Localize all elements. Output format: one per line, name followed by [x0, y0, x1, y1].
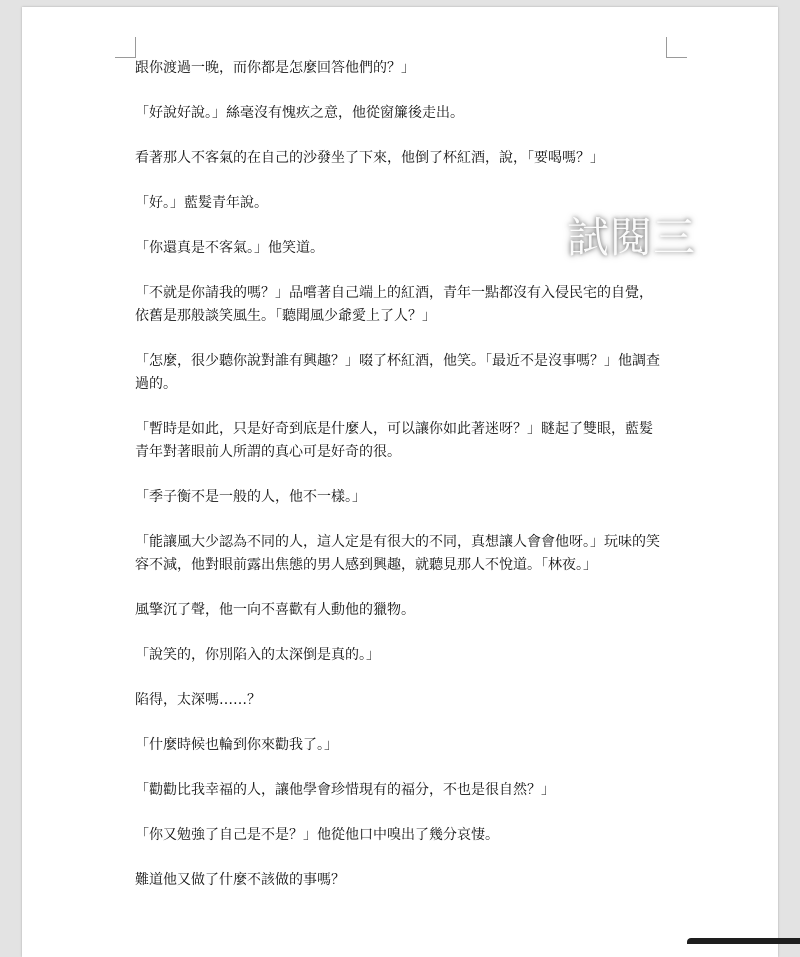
- document-body[interactable]: [135, 57, 665, 914]
- paragraph: 「勸勸比我幸福的人，讓他學會珍惜現有的福分，不也是很自然？」: [135, 782, 555, 798]
- paragraph: 「怎麼，很少聽你說對誰有興趣？」啜了杯紅酒，他笑。「最近不是沒事嗎？」他調查過的。: [135, 353, 660, 392]
- paragraph: 「暫時是如此，只是好奇到底是什麼人，可以讓你如此著迷呀？」瞇起了雙眼，藍髮青年對著眼前人所謂的真心可是好奇的很。: [135, 421, 653, 460]
- watermark-text: 試閱三: [567, 213, 697, 262]
- paragraph: 跟你渡過一晚，而你都是怎麼回答他們的？」: [135, 60, 415, 76]
- document-page: [22, 7, 778, 957]
- margin-corner-top-left: [115, 37, 136, 58]
- paragraph: 「好。」藍髮青年說。: [135, 195, 268, 211]
- paragraph: 「說笑的，你別陷入的太深倒是真的。」: [135, 647, 380, 663]
- paragraph: 看著那人不客氣的在自己的沙發坐了下來，他倒了杯紅酒，說，「要喝嗎？」: [135, 150, 604, 166]
- paragraph: 難道他又做了什麼不該做的事嗎？: [135, 872, 345, 888]
- paragraph: 「你還真是不客氣。」他笑道。: [135, 240, 324, 256]
- paragraph: 「不就是你請我的嗎？」品嚐著自己端上的紅酒，青年一點都沒有入侵民宅的自覺，依舊是那般談笑風生。「聽聞風少爺愛上了人？」: [135, 285, 653, 324]
- paragraph: 「你又勉強了自己是不是？」他從他口中嗅出了幾分哀悽。: [135, 827, 499, 843]
- paragraph: 風擎沉了聲，他一向不喜歡有人動他的獵物。: [135, 602, 415, 618]
- paragraph: 陷得，太深嗎……？: [135, 692, 261, 708]
- paragraph: 「好說好說。」絲毫沒有愧疚之意，他從窗簾後走出。: [135, 105, 464, 121]
- paragraph: 「什麼時候也輪到你來勸我了。」: [135, 737, 338, 753]
- margin-corner-top-right: [666, 37, 687, 58]
- paragraph: 「能讓風大少認為不同的人，這人定是有很大的不同，真想讓人會會他呀。」玩味的笑容不減，他對眼前露出焦態的男人感到興趣，就聽見那人不悅道。「林夜。」: [135, 534, 660, 573]
- corner-bar: [687, 938, 800, 944]
- paragraph: 「季子衡不是一般的人，他不一樣。」: [135, 489, 366, 505]
